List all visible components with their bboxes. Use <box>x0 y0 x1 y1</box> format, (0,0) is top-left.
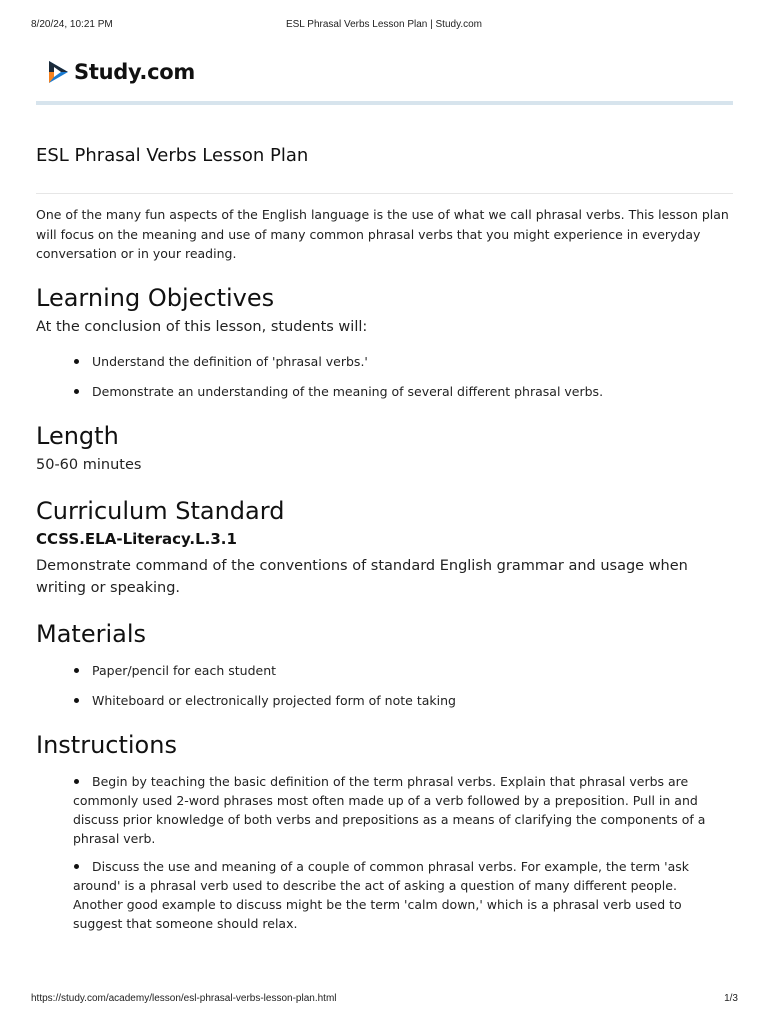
header-divider <box>36 101 733 105</box>
list-item <box>36 352 733 371</box>
print-header <box>0 19 768 33</box>
list-item <box>36 661 733 680</box>
study-com-logo[interactable] <box>46 58 195 86</box>
curriculum-heading: Curriculum Standard <box>36 496 285 525</box>
print-url: https://study.com/academy/lesson/esl-phrasal-verbs-lesson-plan.html <box>31 993 337 1004</box>
bullet-icon <box>74 864 79 869</box>
curriculum-code: CCSS.ELA-Literacy.L.3.1 <box>36 529 237 548</box>
bullet-icon <box>74 779 79 784</box>
logo-wordmark: Study.com <box>74 60 195 84</box>
list-item-text: Begin by teaching the basic definition of the term phrasal verbs. Explain that phrasal verbs are commonly used 2-word phrases most often made up of a verb followed by a preposition. Pull in and discuss prior knowledge of both verbs and prepositions as a means of clarifying the components of a phrasal verb. <box>73 773 706 846</box>
instructions-heading: Instructions <box>36 730 177 759</box>
curriculum-description: Demonstrate command of the conventions of standard English grammar and usage when writing or speaking. <box>36 557 688 596</box>
list-item-text: Paper/pencil for each student <box>92 662 277 678</box>
bullet-icon <box>74 359 79 364</box>
length-value: 50-60 minutes <box>36 456 142 473</box>
objectives-list <box>36 352 733 401</box>
list-item <box>36 772 733 848</box>
instructions-list <box>36 772 733 933</box>
print-footer <box>0 993 768 1007</box>
list-item-text: Understand the definition of 'phrasal verbs.' <box>92 353 368 369</box>
materials-list <box>36 661 733 710</box>
bullet-icon <box>74 389 79 394</box>
lesson-content <box>36 205 733 942</box>
list-item <box>36 382 733 401</box>
list-item-text: Whiteboard or electronically projected form of note taking <box>92 692 456 708</box>
materials-heading: Materials <box>36 619 147 648</box>
title-divider <box>36 193 733 194</box>
list-item <box>36 691 733 710</box>
length-heading: Length <box>36 421 119 450</box>
bullet-icon <box>74 668 79 673</box>
play-triangle-logo-icon <box>46 60 70 84</box>
objectives-heading: Learning Objectives <box>36 283 275 312</box>
intro-paragraph: One of the many fun aspects of the English language is the use of what we call phrasal verbs. This lesson plan will focus on the meaning and use of many common phrasal verbs that you might experience in everyday conversation or in your reading. <box>36 207 729 261</box>
print-datetime: 8/20/24, 10:21 PM <box>31 19 113 30</box>
lesson-title: ESL Phrasal Verbs Lesson Plan <box>36 145 309 166</box>
page-number: 1/3 <box>724 993 738 1004</box>
list-item-text: Discuss the use and meaning of a couple of common phrasal verbs. For example, the term 'ask around' is a phrasal verb used to describe the act of asking a question of many different people. Another good example to discuss might be the term 'calm down,' which is a phrasal verb used to suggest that someone should relax. <box>73 858 689 931</box>
bullet-icon <box>74 698 79 703</box>
print-page-title: ESL Phrasal Verbs Lesson Plan | Study.com <box>285 19 483 30</box>
list-item <box>36 857 733 933</box>
list-item-text: Demonstrate an understanding of the meaning of several different phrasal verbs. <box>92 383 604 399</box>
objectives-lead: At the conclusion of this lesson, students will: <box>36 318 368 335</box>
